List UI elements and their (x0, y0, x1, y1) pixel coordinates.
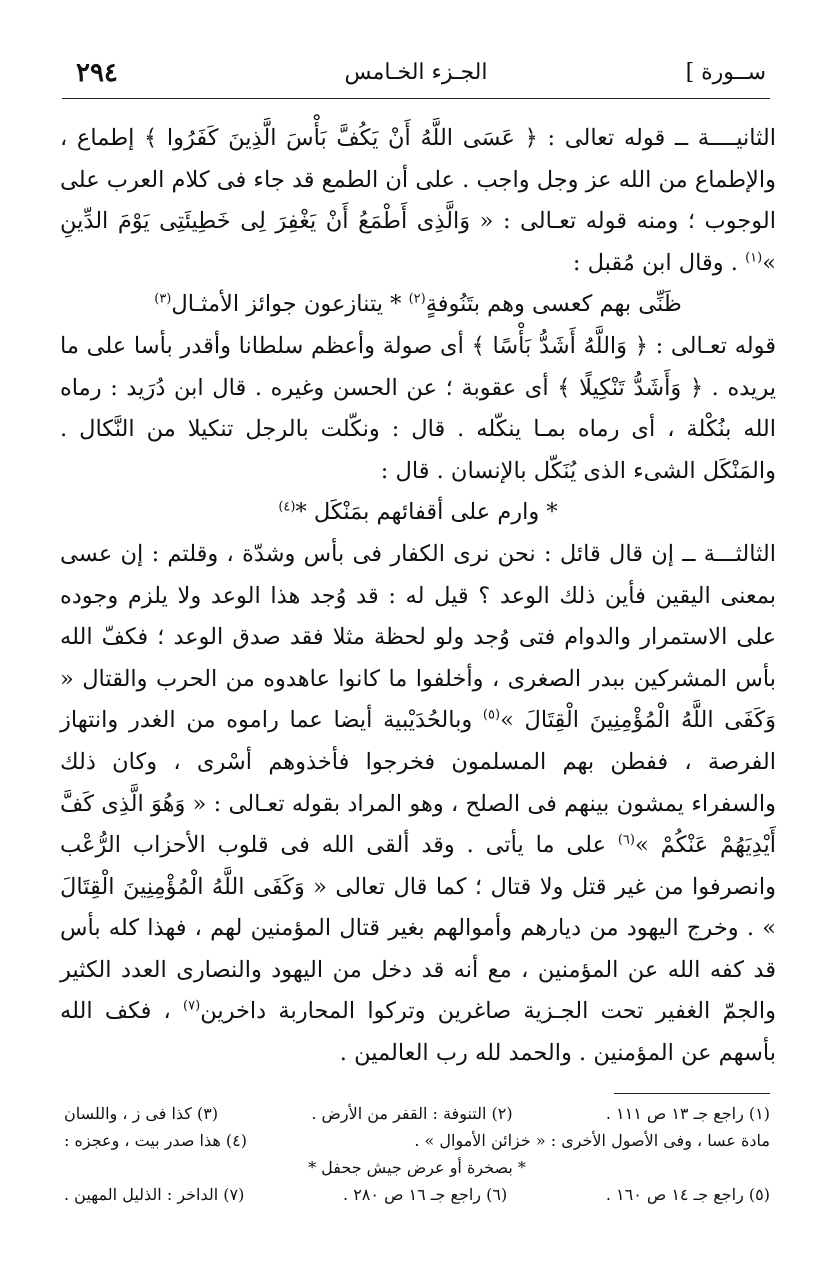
footnotes (64, 1100, 770, 1208)
main-text (60, 118, 776, 1075)
paragraph-second (60, 118, 776, 284)
footnote-verse: * بصخرة أو عرض جيش جحفل * (308, 1158, 526, 1177)
footnote-6: (٦) راجع جـ ١٦ ص ٢٨٠ . (343, 1185, 508, 1204)
footnote-7: (٧) الداخر : الذليل المهين . (64, 1185, 245, 1204)
page-number: ٢٩٤ (76, 58, 118, 88)
verse-hemistich: * وارم على أقفائهم بمَنْكَل * (295, 499, 558, 526)
paragraph-third (60, 534, 776, 1075)
verse-hemistich: يتنازعون جوائز الأمثـال (171, 291, 383, 318)
footnote-ref: (٤) (278, 499, 296, 515)
footnote-3: (٣) كذا فى ز ، واللسان (64, 1104, 219, 1123)
footnote-ref: (٢) (408, 291, 426, 307)
footnote-divider (614, 1093, 770, 1094)
footnote-ref: (٧) (183, 998, 201, 1014)
paragraph-text: الثالثـــة ــ إن قال قائل : نحن نرى الكفار فى بأس وشدّة ، وقلتم : إن عسى بمعنى اليقين فأين ذلك الوعد ؟ قيل له : قد وُجد هذا الوعد ولا يلزم وجوده على الاستمرار والدوام فتى وُجد ولو لحظة مثلا فقد صدق الوعد ؛ فكفّ الله بأس المشركين ببدر الصغرى ، وأخلفوا ما كانوا عاهدوه من الحرب والقتال « وَكَفَى اللَّهُ الْمُؤْمِنِينَ الْقِتَالَ » (60, 540, 777, 734)
part-title: الجـزء الخـامس (344, 60, 488, 85)
verse-hemistich: ظَنِّى بهم كعسى وهم بتَنُوفةٍ (425, 291, 682, 318)
footnote-row (64, 1181, 770, 1208)
footnote-3-continued: مادة عسا ، وفى الأصول الأخرى : « خزائن الأموال » . (414, 1131, 770, 1150)
footnote-4: (٤) هذا صدر بيت ، وعجزه : (64, 1131, 247, 1150)
paragraph-text: ، فكف الله بأسهم عن المؤمنين . والحمد لله رب العالمين . (60, 998, 776, 1067)
footnote-ref: (٥) (482, 707, 501, 723)
footnote-ref: (٦) (617, 832, 635, 848)
footnote-5: (٥) راجع جـ ١٤ ص ١٦٠ . (605, 1185, 770, 1204)
footnote-1: (١) راجع جـ ١٣ ص ١١١ . (605, 1104, 770, 1123)
footnote-2: (٢) التنوفة : القفر من الأرض . (311, 1104, 513, 1123)
verse-line (60, 492, 776, 534)
verse-line (60, 284, 776, 326)
paragraph-text: . وقال ابن مُقبل : (572, 249, 746, 276)
paragraph-text: الثانيــــة ــ قوله تعالى : ﴿ عَسَى اللَّهُ أَنْ يَكُفَّ بَأْسَ الَّذِينَ كَفَرُوا ﴾ إطماع ، والإطماع من الله عز وجل واجب . على أن الطمع قد جاء فى كلام العرب على الوجوب ؛ ومنه قوله تعـالى : « وَالَّذِى أَطْمَعُ أَنْ يَغْفِرَ لِى خَطِيئَتِى يَوْمَ الدِّينِ » (60, 125, 776, 276)
footnote-row (64, 1127, 770, 1154)
paragraph-text: وبالحُدَيْبية أيضا عما راموه من الغدر وانتهاز الفرصة ، ففطن بهم المسلمون فخرجوا فأخذوهم أسْرى ، وكان ذلك والسفراء يمشون بينهم فى الصلح ، وهو المراد بقوله تعـالى : « وَهُوَ الَّذِى كَفَّ أَيْدِيَهُمْ عَنْكُمْ » (60, 707, 776, 859)
verse-separator: * (383, 291, 409, 318)
footnote-row (64, 1100, 770, 1127)
page-header (62, 50, 770, 99)
footnote-ref: (٣) (154, 291, 172, 307)
paragraph-text: على ما يأتى . وقد ألقى الله فى قلوب الأحزاب الرُّعْب وانصرفوا من غير قتل ولا قتال ؛ كما قال تعالى « وَكَفَى اللَّهُ الْمُؤْمِنِينَ الْقِتَالَ » . وخرج اليهود من ديارهم وأموالهم بغير قتال المؤمنين لهم ، فهذا كله بأس قد كفه الله عن المؤمنين ، مع أنه قد دخل من اليهود والنصارى العدد الكثير والجمّ الغفير تحت الجـزية صاغرين وتركوا المحاربة داخرين (60, 832, 776, 1025)
surah-label: [ ســورة (685, 60, 766, 85)
paragraph-tafsir: قوله تعـالى : ﴿ وَاللَّهُ أَشَدُّ بَأْسًا ﴾ أى صولة وأعظم سلطانا وأقدر بأسا على ما يريده . ﴿ وَأَشَدُّ تَنْكِيلًا ﴾ أى عقوبة ؛ عن الحسن وغيره . قال ابن دُرَيد : رماه الله بنُكْلة ، أى رماه بمـا ينكّله . قال : ونكّلت بالرجل تنكيلا من النَّكال . والمَنْكَل الشىء الذى يُنَكّل بالإنسان . قال : (60, 332, 777, 484)
footnote-ref: (١) (745, 250, 763, 266)
